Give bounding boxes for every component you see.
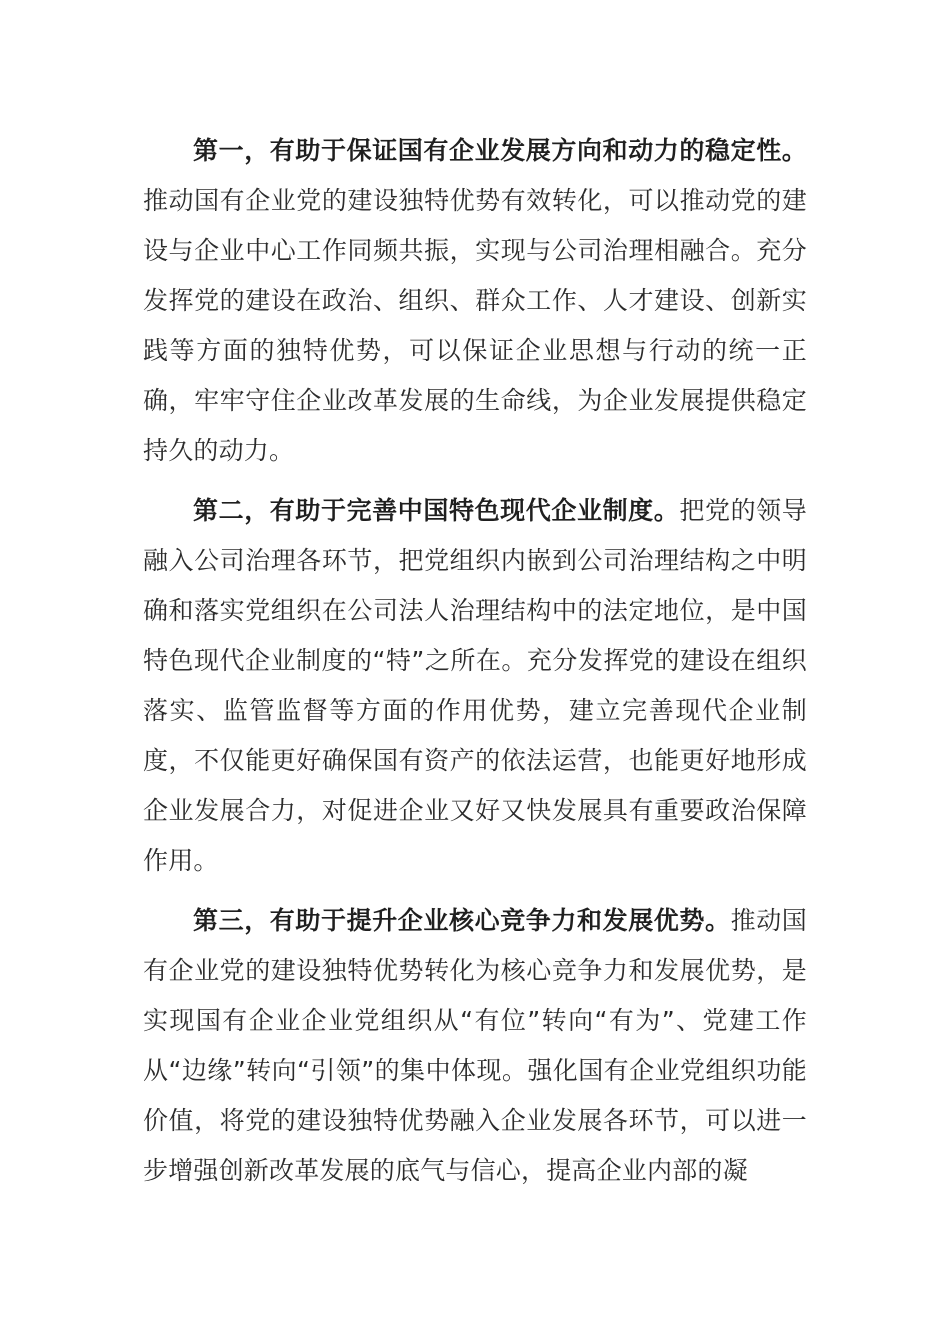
paragraph-first — [143, 126, 807, 476]
paragraph-lead: 第三，有助于提升企业核心竞争力和发展优势。 — [193, 906, 731, 935]
paragraph-body: 推动国有企业党的建设独特优势转化为核心竞争力和发展优势，是实现国有企业企业党组织从“有位”转向“有为”、党建工作从“边缘”转向“引领”的集中体现。强化国有企业党组织功能价值，将党的建设独特优势融入企业发展各环节，可以进一步增强创新改革发展的底气与信心，提高企业内部的凝 — [143, 906, 807, 1185]
document-body — [143, 126, 807, 1206]
paragraph-lead: 第二，有助于完善中国特色现代企业制度。 — [193, 496, 680, 525]
paragraph-body: 把党的领导融入公司治理各环节，把党组织内嵌到公司治理结构之中明确和落实党组织在公司法人治理结构中的法定地位，是中国特色现代企业制度的“特”之所在。充分发挥党的建设在组织落实、监管监督等方面的作用优势，建立完善现代企业制度，不仅能更好确保国有资产的依法运营，也能更好地形成企业发展合力，对促进企业又好又快发展具有重要政治保障作用。 — [143, 496, 807, 875]
paragraph-second — [143, 486, 807, 886]
paragraph-body: 推动国有企业党的建设独特优势有效转化，可以推动党的建设与企业中心工作同频共振，实现与公司治理相融合。充分发挥党的建设在政治、组织、群众工作、人才建设、创新实践等方面的独特优势，可以保证企业思想与行动的统一正确，牢牢守住企业改革发展的生命线，为企业发展提供稳定持久的动力。 — [143, 186, 807, 465]
paragraph-lead: 第一，有助于保证国有企业发展方向和动力的稳定性。 — [193, 136, 807, 165]
paragraph-third — [143, 896, 807, 1196]
